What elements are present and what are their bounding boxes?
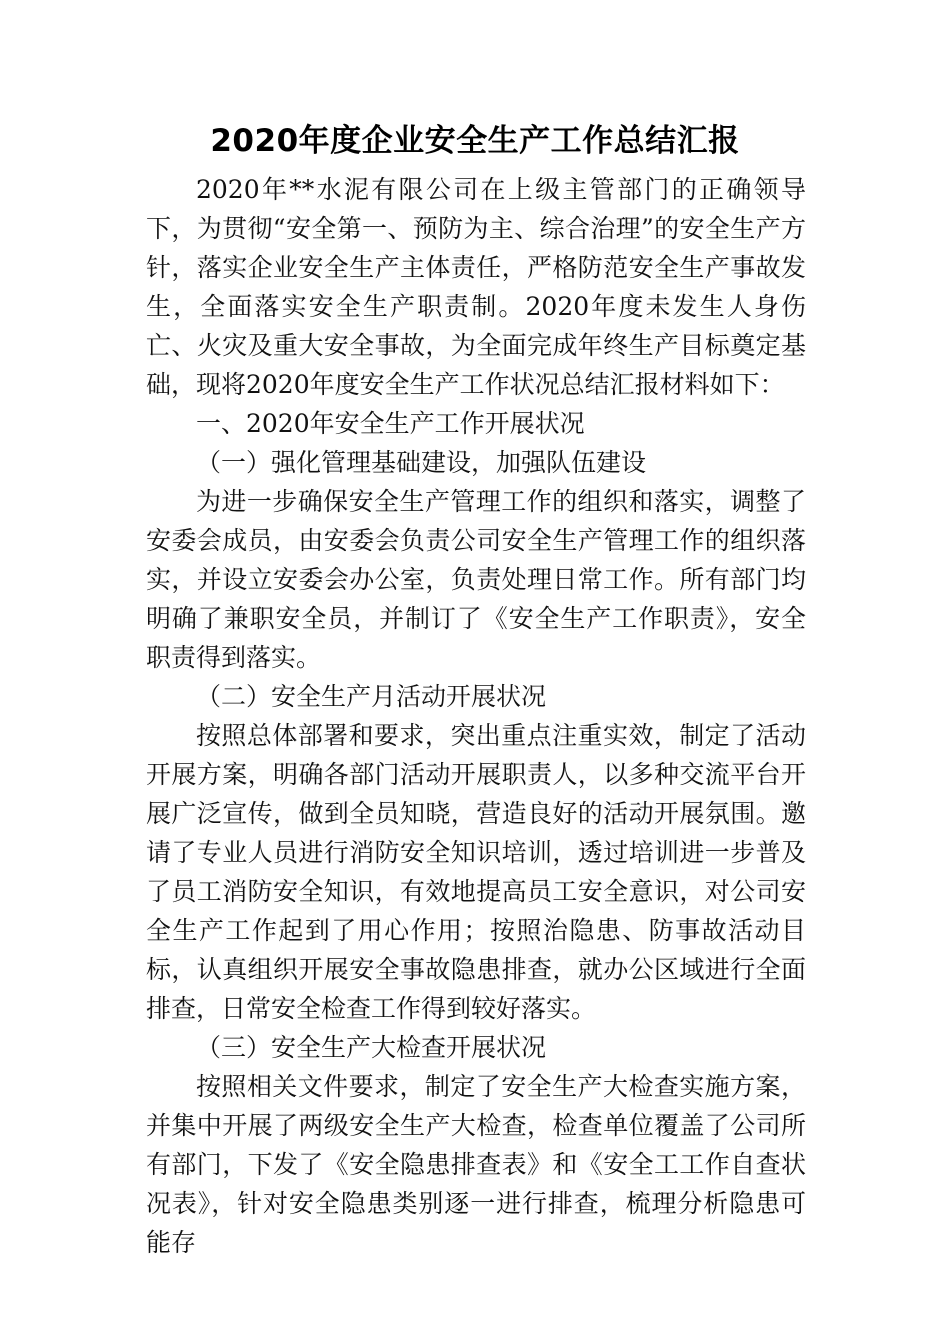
subsection-heading-3: （三）安全生产大检查开展状况 bbox=[196, 1033, 547, 1062]
subsection-heading-2: （二）安全生产月活动开展状况 bbox=[196, 682, 547, 711]
subsection-heading-1: （一）强化管理基础建设，加强队伍建设 bbox=[196, 448, 647, 477]
subsection-paragraph-1: 为进一步确保安全生产管理工作的组织和落实，调整了安委会成员，由安委会负责公司安全生产管理工作的组织落实，并设立安委会办公室，负责处理日常工作。所有部门均明确了兼职安全员，并制订了《安全生产工作职责》，安全职责得到落实。 bbox=[146, 487, 806, 672]
intro-paragraph: 2020年**水泥有限公司在上级主管部门的正确领导下，为贯彻“安全第一、预防为主、综合治理”的安全生产方针，落实企业安全生产主体责任，严格防范安全生产事故发生，全面落实安全生产职责制。2020年度未发生人身伤亡、火灾及重大安全事故，为全面完成年终生产目标奠定基础，现将2020年度安全生产工作状况总结汇报材料如下： bbox=[146, 175, 806, 399]
document-body bbox=[146, 170, 806, 1262]
section-heading-1: 一、2020年安全生产工作开展状况 bbox=[196, 409, 585, 438]
document-title: 2020年度企业安全生产工作总结汇报 bbox=[210, 123, 740, 159]
subsection-paragraph-2: 按照总体部署和要求，突出重点注重实效，制定了活动开展方案，明确各部门活动开展职责人，以多种交流平台开展广泛宣传，做到全员知晓，营造良好的活动开展氛围。邀请了专业人员进行消防安全知识培训，透过培训进一步普及了员工消防安全知识，有效地提高员工安全意识，对公司安全生产工作起到了用心作用；按照治隐患、防事故活动目标，认真组织开展安全事故隐患排查，就办公区域进行全面排查，日常安全检查工作得到较好落实。 bbox=[146, 721, 806, 1023]
subsection-paragraph-3: 按照相关文件要求，制定了安全生产大检查实施方案，并集中开展了两级安全生产大检查，检查单位覆盖了公司所有部门，下发了《安全隐患排查表》和《安全工工作自查状况表》，针对安全隐患类别逐一进行排查，梳理分析隐患可能存 bbox=[146, 1072, 806, 1257]
